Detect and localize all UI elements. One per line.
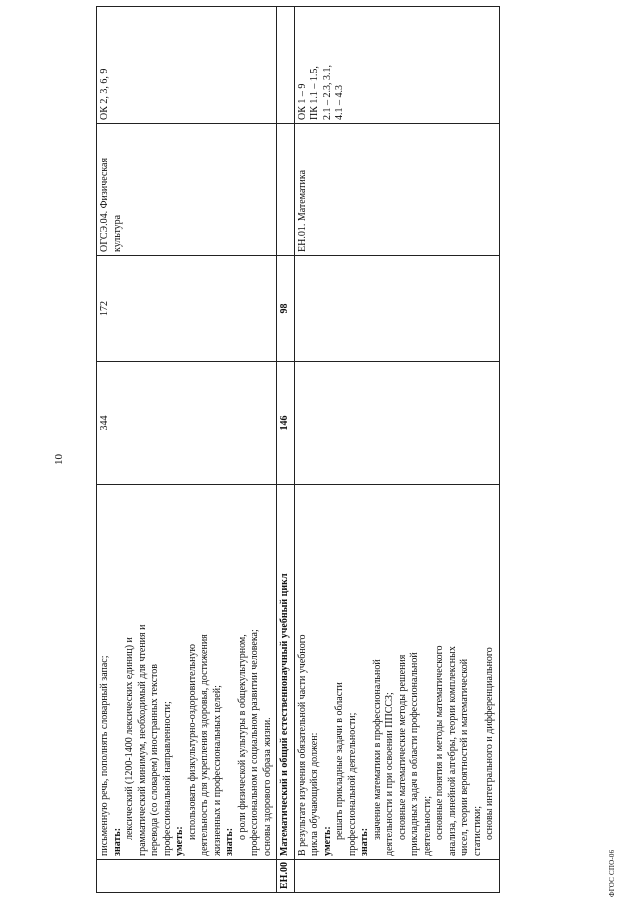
requirement-line: профессиональном и социальном развитии человека; xyxy=(249,629,260,856)
competency-description-cell xyxy=(294,485,499,860)
max-hours-cell xyxy=(294,362,499,485)
requirement-line: цикла обучающийся должен: xyxy=(309,732,320,856)
mandatory-hours-cell xyxy=(294,256,499,362)
section-label: знать: xyxy=(359,827,370,856)
cycle-code-cell xyxy=(97,860,277,893)
requirement-line: прикладных задач в области профессиональной xyxy=(409,652,420,856)
curriculum-table xyxy=(96,6,500,893)
requirement-line: деятельность для укрепления здоровья, достижения xyxy=(199,634,210,856)
cycle-title-cell: Математический и общий естественнонаучный учебный цикл xyxy=(277,485,295,860)
competencies-cell xyxy=(277,7,295,124)
competency-code: ПК 1.1 – 1.5, xyxy=(309,66,320,120)
requirement-line: лексический (1200-1400 лексических единиц) и xyxy=(124,637,135,840)
table-row xyxy=(294,7,499,893)
table-row xyxy=(97,7,277,893)
requirement-line: профессиональной направленности; xyxy=(161,701,173,856)
requirement-line: перевода (со словарем) иностранных текстов xyxy=(149,663,160,856)
requirement-line: использовать физкультурно-оздоровительную xyxy=(186,644,198,840)
requirement-line: В результате изучения обязательной части учебного xyxy=(296,634,308,856)
requirement-line: грамматический минимум, необходимый для чтения и xyxy=(136,624,148,856)
requirement-line: анализа, линейной алгебры, теории комплексных xyxy=(446,646,458,856)
max-hours-cell: 344 xyxy=(97,362,277,485)
requirement-line: основы здорового образа жизни. xyxy=(261,717,273,856)
requirements-list xyxy=(297,488,497,856)
requirement-line: жизненных и профессиональных целей; xyxy=(211,685,223,856)
footer-code: ФГОС СПО-06 xyxy=(608,849,616,897)
requirement-line: письменную речь, пополнять словарный запас; xyxy=(99,655,110,856)
requirement-line: статистики; xyxy=(471,806,483,856)
section-label: уметь: xyxy=(174,826,185,856)
requirements-list xyxy=(99,488,274,856)
discipline-cell: ЕН.01. Математика xyxy=(294,124,499,256)
requirement-line: профессиональной деятельности; xyxy=(346,712,358,856)
competencies-cell: ОК 2, 3, 6, 9 xyxy=(97,7,277,124)
competencies-list xyxy=(297,10,347,120)
section-label: знать: xyxy=(111,827,123,856)
competency-code: ОК 1 – 9 xyxy=(296,83,308,120)
competency-description-cell xyxy=(97,485,277,860)
section-label: знать: xyxy=(224,827,235,856)
requirement-line: деятельности; xyxy=(421,795,433,856)
cycle-code-cell: ЕН.00 xyxy=(277,860,295,893)
mandatory-hours-cell: 172 xyxy=(97,256,277,362)
requirement-line: решать прикладные задачи в области xyxy=(334,682,345,840)
section-label: уметь: xyxy=(321,826,333,856)
competencies-cell xyxy=(294,7,499,124)
cycle-code-cell xyxy=(294,860,499,893)
requirement-line: о роли физической культуры в общекультурном, xyxy=(236,634,248,840)
requirement-line: основы интегрального и дифференциального xyxy=(484,647,495,840)
requirement-line: основные математические методы решения xyxy=(396,654,408,840)
competency-code: 2.1 – 2.3, 3.1, xyxy=(321,65,333,120)
requirement-line: деятельности и при освоении ППССЗ; xyxy=(384,692,395,856)
table-row xyxy=(277,7,295,893)
page-number: 10 xyxy=(53,454,65,465)
mandatory-hours-cell: 98 xyxy=(277,256,295,362)
requirement-line: значение математики в профессиональной xyxy=(371,659,383,840)
discipline-cell xyxy=(277,124,295,256)
competency-code: 4.1 – 4.3 xyxy=(334,85,345,120)
requirement-line: основные понятия и методы математического xyxy=(434,645,445,840)
discipline-cell: ОГСЭ.04. Физическая культура xyxy=(97,124,277,256)
requirement-line: чисел, теории вероятностей и математической xyxy=(459,658,470,856)
max-hours-cell: 146 xyxy=(277,362,295,485)
